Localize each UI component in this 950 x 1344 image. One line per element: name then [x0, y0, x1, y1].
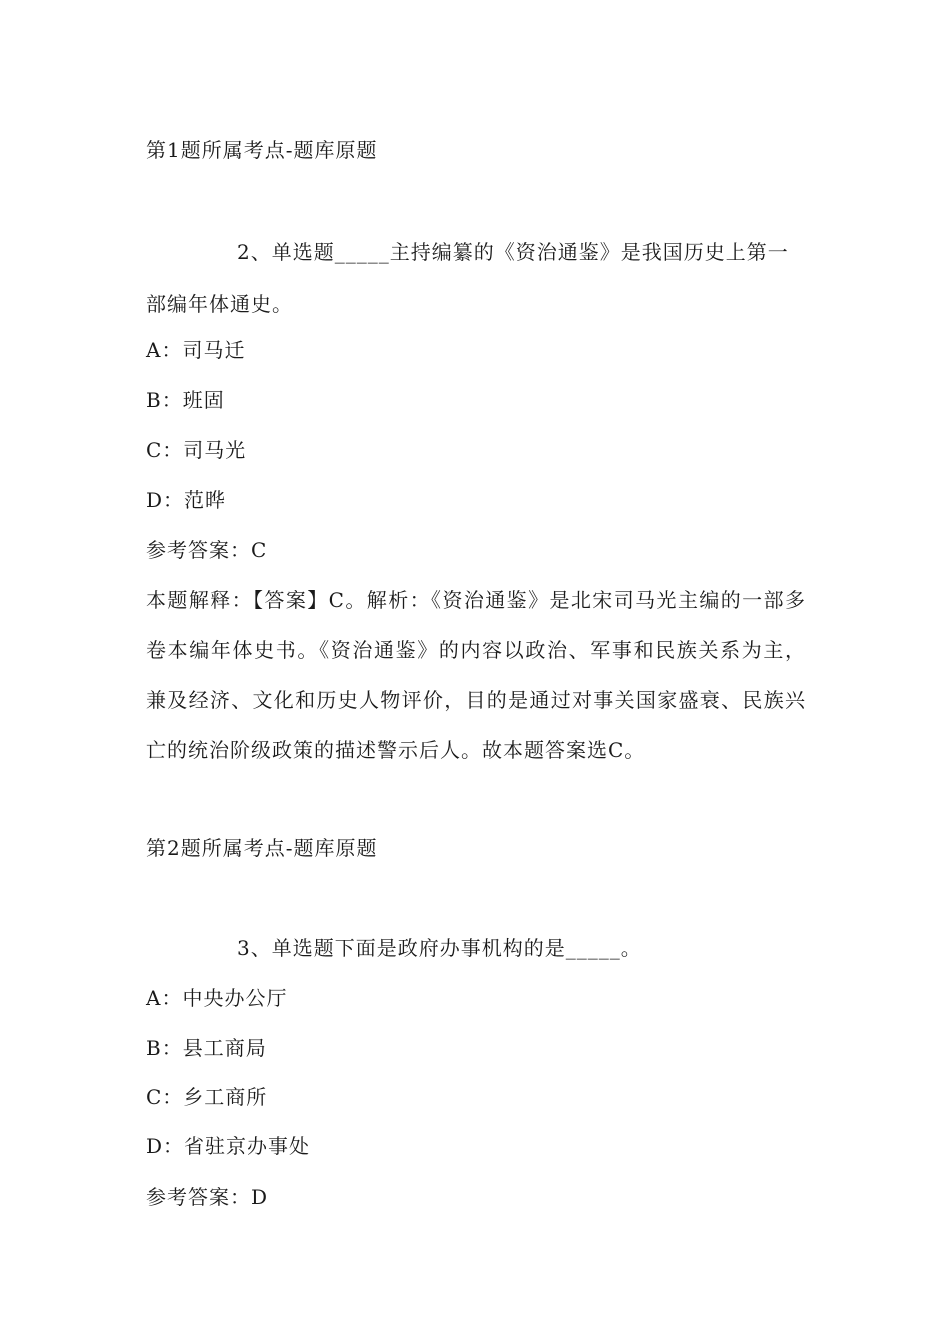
question-3-option-a: A：中央办公厅 — [146, 986, 288, 1010]
question-3-option-b: B：县工商局 — [146, 1036, 267, 1060]
question-2-option-a: A：司马迁 — [146, 338, 246, 362]
topic-label-q1: 第1题所属考点-题库原题 — [146, 138, 378, 162]
question-2-option-d: D：范晔 — [146, 488, 227, 512]
question-2-explanation: 本题解释：【答案】C。解析：《资治通鉴》是北宋司马光主编的一部多卷本编年体史书。《资治通鉴》的内容以政治、军事和民族关系为主，兼及经济、文化和历史人物评价，目的是通过对事关国家盛衰、民族兴亡的统治阶级政策的描述警示后人。故本题答案选C。 — [146, 588, 806, 762]
question-2-stem: 2、单选题_____主持编纂的《资治通鉴》是我国历史上第一部编年体通史。 — [146, 240, 789, 316]
question-3-stem: 3、单选题下面是政府办事机构的是_____。 — [237, 936, 642, 960]
question-2-option-c: C：司马光 — [146, 438, 247, 462]
topic-label-q2: 第2题所属考点-题库原题 — [146, 836, 378, 860]
question-3-option-d: D：省驻京办事处 — [146, 1134, 311, 1158]
question-3-answer: 参考答案：D — [146, 1185, 269, 1209]
question-2-option-b: B：班固 — [146, 388, 225, 412]
question-2-answer: 参考答案：C — [146, 538, 268, 562]
question-3-option-c: C：乡工商所 — [146, 1085, 268, 1109]
